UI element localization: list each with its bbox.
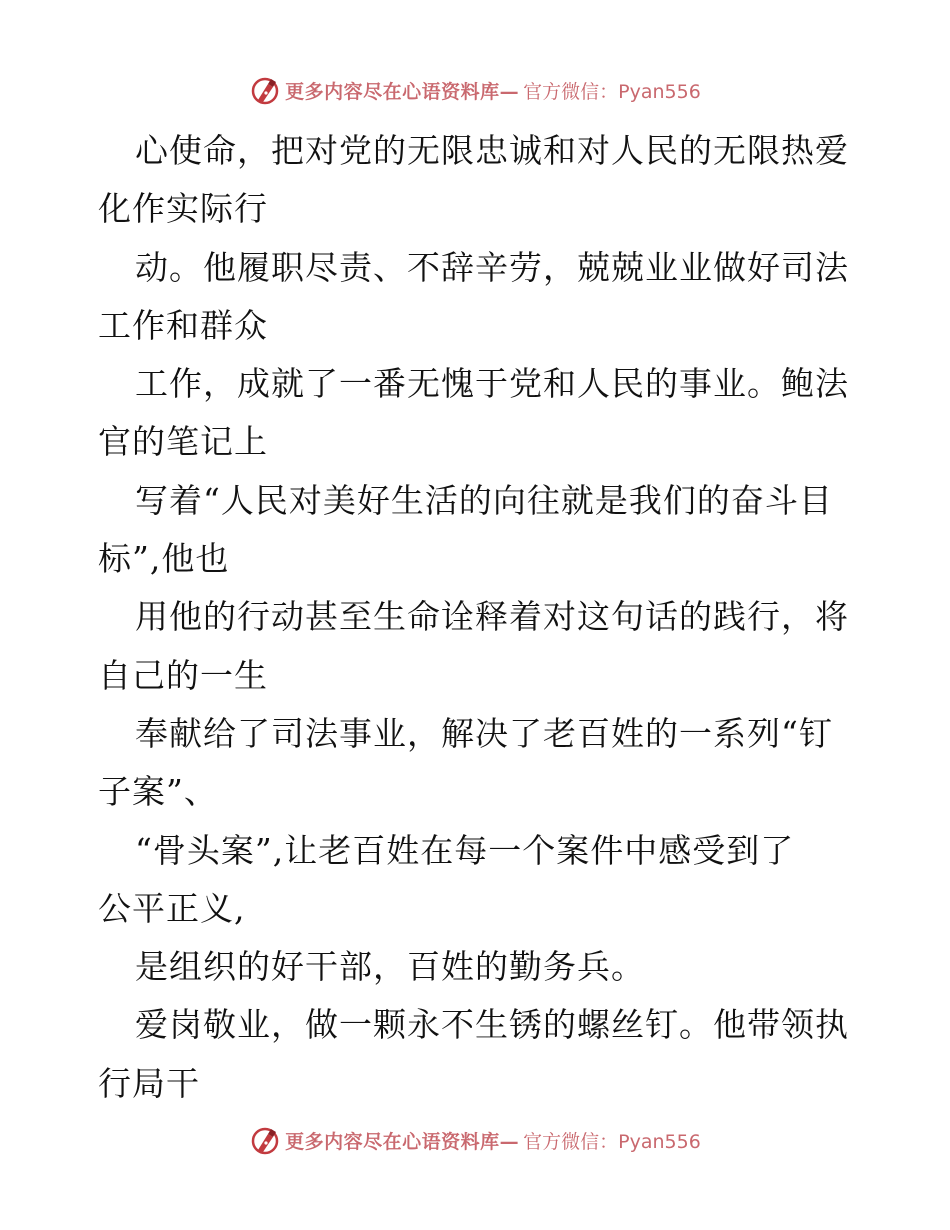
body-line: 官的笔记上 — [98, 422, 268, 462]
body-line: 工作，成就了一番无愧于党和人民的事业。鲍法 — [135, 364, 849, 404]
body-line: “骨头案”,让老百姓在每一个案件中感受到了 — [135, 830, 795, 870]
footer-wechat-text: 官方微信：Pyan556 — [523, 1130, 701, 1153]
body-line: 用他的行动甚至生命诠释着对这句话的践行，将 — [135, 597, 849, 637]
body-line: 是组织的好干部，百姓的勤务兵。 — [135, 947, 645, 987]
header-wechat-text: 官方微信：Pyan556 — [523, 80, 701, 103]
footer-site-text: 更多内容尽在心语资料库— — [285, 1130, 520, 1153]
body-line: 工作和群众 — [98, 305, 268, 345]
body-line: 行局干 — [98, 1063, 200, 1103]
page-footer — [0, 1120, 950, 1160]
header-brand — [249, 74, 701, 106]
body-line: 心使命，把对党的无限忠诚和对人民的无限热爱 — [135, 131, 849, 170]
body-line: 爱岗敬业，做一颗永不生锈的螺丝钉。他带领执 — [135, 1005, 849, 1045]
body-line: 子案”、 — [98, 772, 218, 812]
pen-nib-circle-icon — [249, 1124, 281, 1156]
footer-brand — [249, 1124, 701, 1156]
pen-nib-circle-icon — [249, 74, 281, 106]
body-line: 公平正义, — [98, 888, 246, 928]
body-line: 标”,他也 — [98, 539, 230, 579]
document-body — [98, 122, 858, 1113]
header-site-text: 更多内容尽在心语资料库— — [285, 80, 520, 103]
body-line: 写着“人民对美好生活的向往就是我们的奋斗目 — [135, 480, 833, 520]
body-line: 化作实际行 — [98, 189, 268, 229]
body-line: 动。他履职尽责、不辞辛劳，兢兢业业做好司法 — [135, 247, 849, 287]
body-line: 自己的一生 — [98, 655, 268, 695]
body-line: 奉献给了司法事业，解决了老百姓的一系列“钉 — [135, 713, 833, 753]
page-header — [0, 70, 950, 110]
